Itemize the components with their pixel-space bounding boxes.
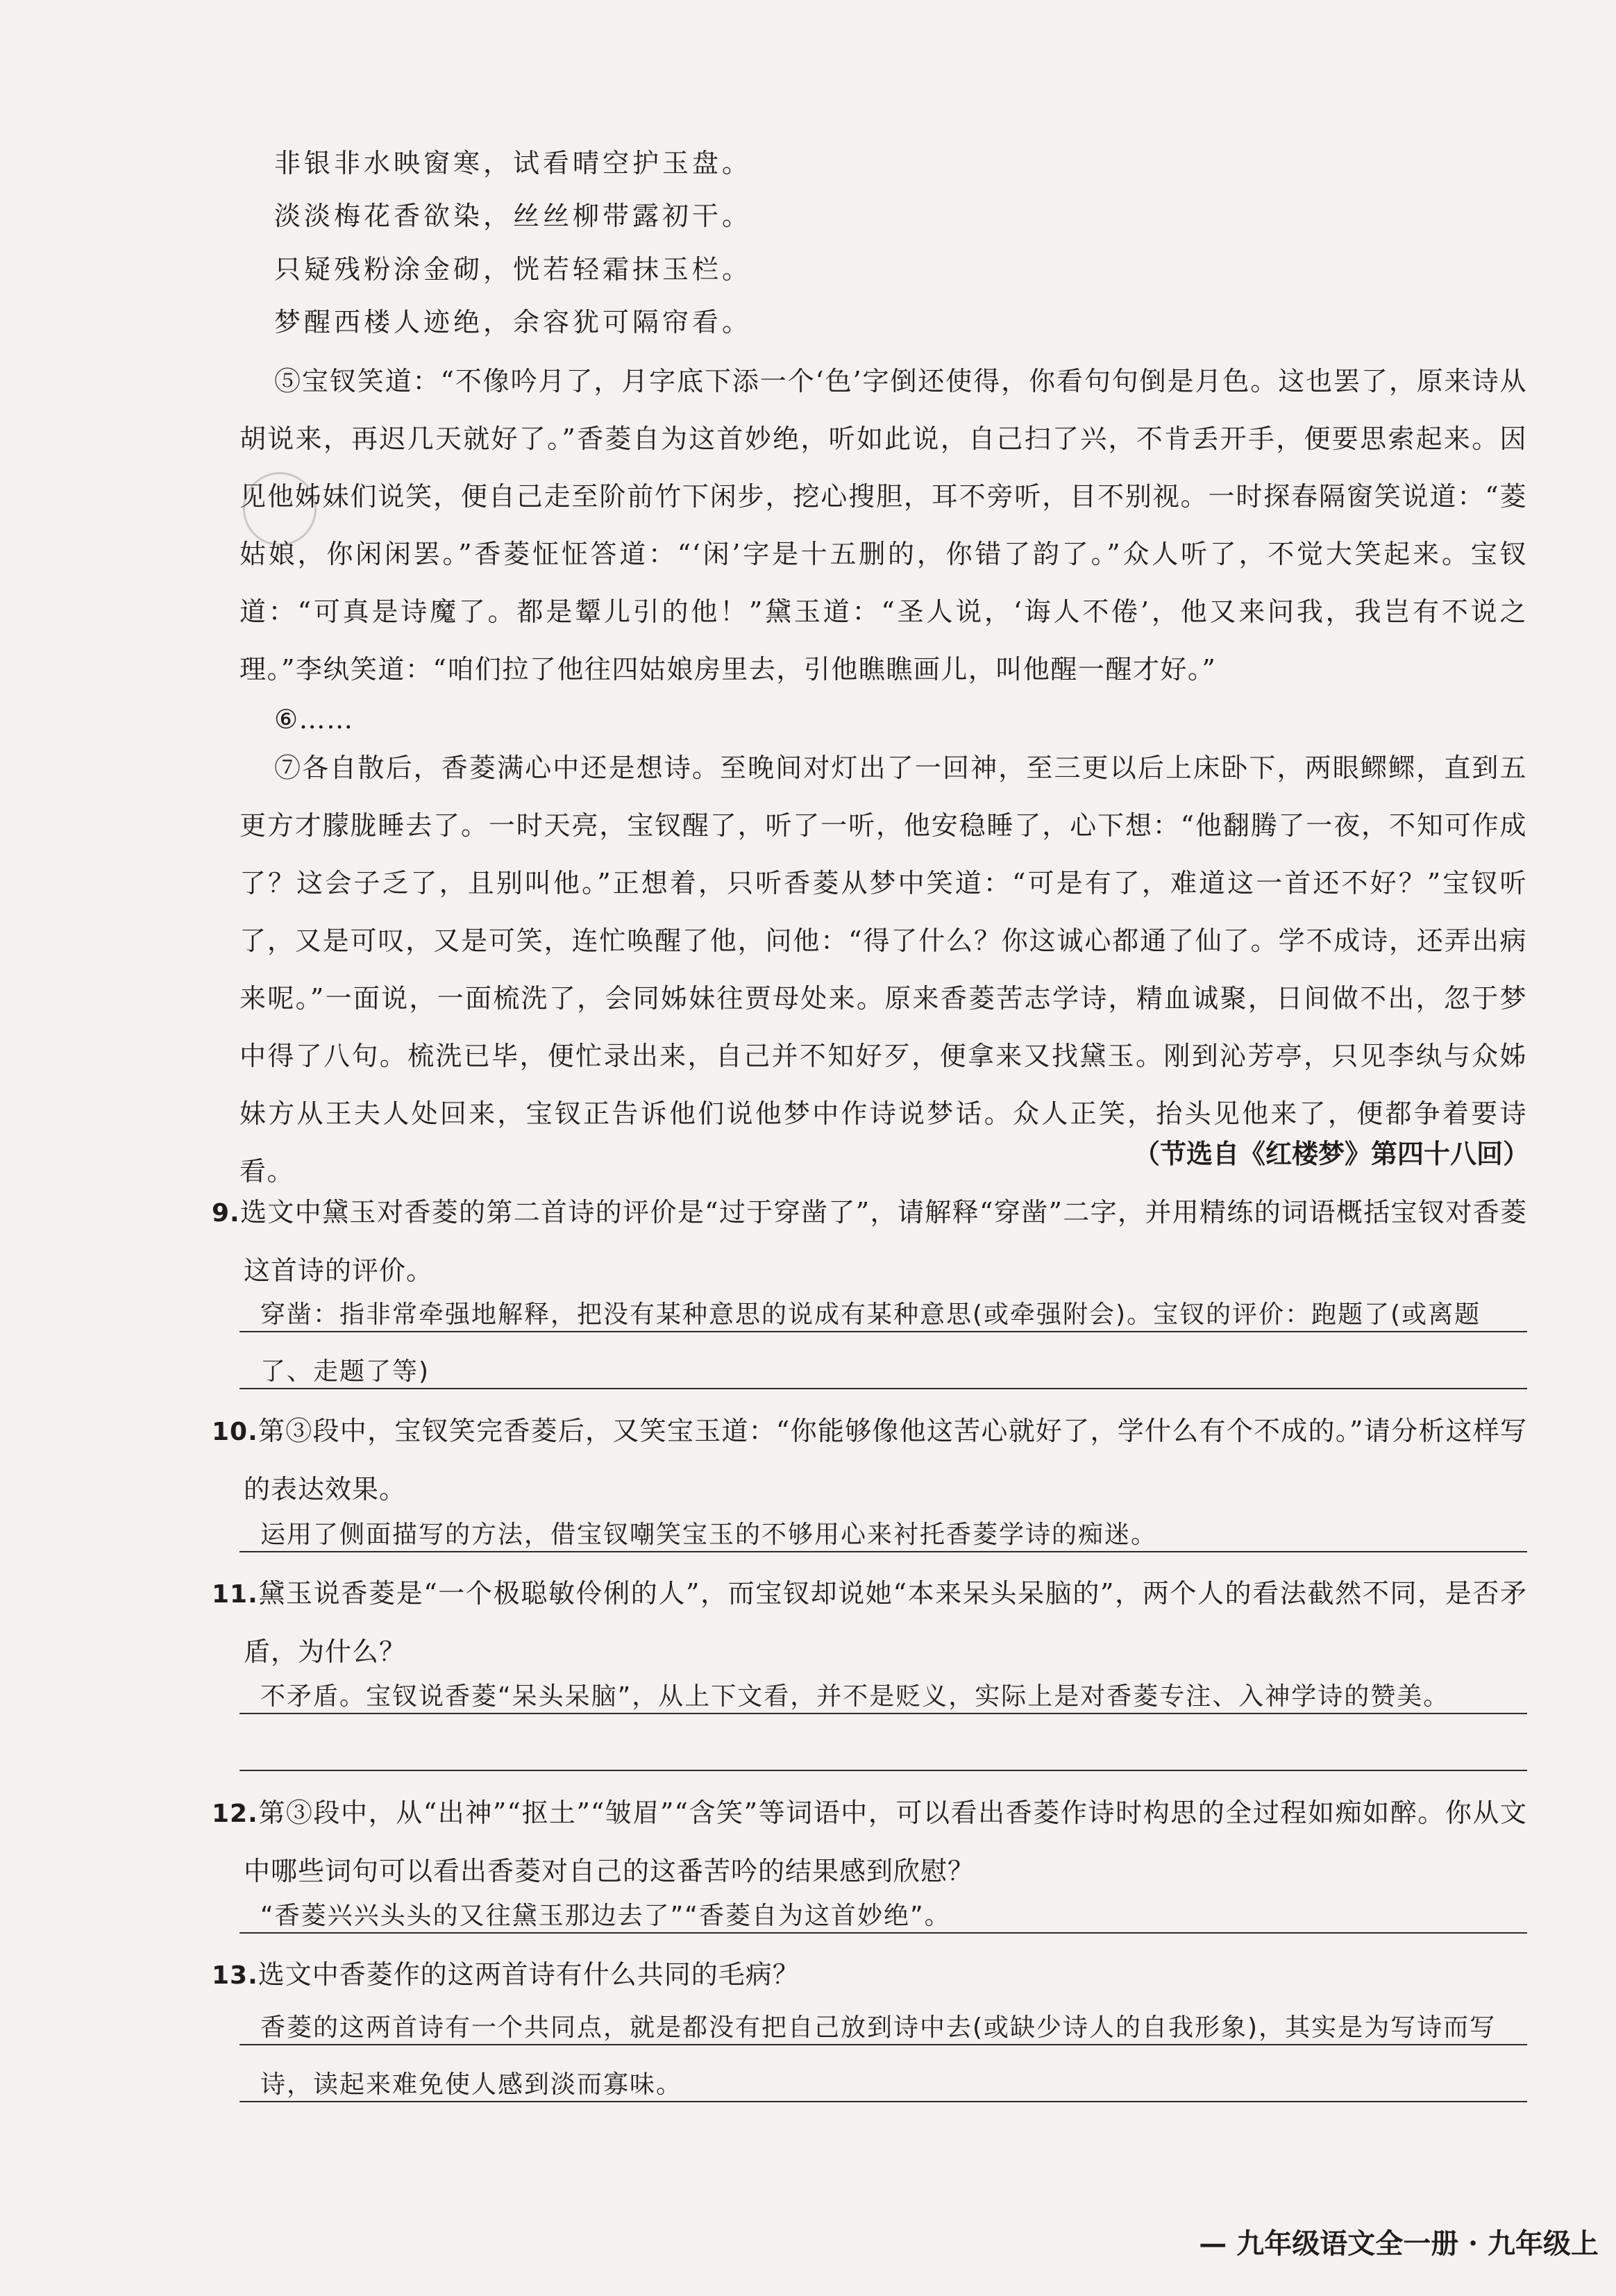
question-number: 11. — [212, 1580, 258, 1609]
answer-9: 穿凿：指非常牵强地解释，把没有某种意思的说成有某种意思(或牵强附会)。宝钗的评价：跑题了(或离题了、走题了等) — [260, 1300, 1481, 1386]
question-text: 选文中香菱作的这两首诗有什么共同的毛病？ — [258, 1959, 800, 1990]
question-text: 黛玉说香菱是“一个极聪敏伶俐的人”，而宝钗却说她“本来呆头呆脑的”，两个人的看法截然不同，是否矛盾，为什么？ — [244, 1578, 1527, 1667]
question-12 — [212, 1784, 1527, 1900]
question-number: 12. — [212, 1800, 258, 1828]
question-text: 第③段中，宝钗笑完香菱后，又笑宝玉道：“你能够像他这苦心就好了，学什么有个不成的。”请分析这样写的表达效果。 — [244, 1416, 1527, 1505]
question-number: 13. — [212, 1961, 258, 1990]
answer-line — [239, 1932, 1527, 1934]
answer-line — [239, 2044, 1527, 2045]
poem-line-4: 梦醒西楼人迹绝，余容犹可隔帘看。 — [274, 307, 752, 337]
answer-12: “香菱兴兴头头的又往黛玉那边去了”“香菱自为这首妙绝”。 — [260, 1902, 951, 1930]
question-9 — [212, 1184, 1527, 1299]
source-citation: （节选自《红楼梦》第四十八回） — [1133, 1138, 1529, 1169]
answer-line — [239, 1713, 1527, 1714]
paragraph-5: ⑤宝钗笑道：“不像吟月了，月字底下添一个‘色’字倒还使得，你看句句倒是月色。这也罢了，原来诗从胡说来，再迟几天就好了。”香菱自为这首妙绝，听如此说，自己扫了兴，不肯丢开手，便要思索起来。因见他姊妹们说笑，便自己走至阶前竹下闲步，挖心搜胆，耳不旁听，目不别视。一时探春隔窗笑说道：“菱姑娘，你闲闲罢。”香菱怔怔答道：“‘闲’字是十五删的，你错了韵了。”众人听了，不觉大笑起来。宝钗道：“可真是诗魔了。都是颦儿引的他！”黛玉道：“圣人说，‘诲人不倦’，他又来问我，我岂有不说之理。”李纨笑道：“咱们拉了他往四姑娘房里去，引他瞧瞧画儿，叫他醒一醒才好。” — [239, 366, 1527, 685]
question-13 — [212, 1946, 1527, 2004]
answer-11: 不矛盾。宝钗说香菱“呆头呆脑”，从上下文看，并不是贬义，实际上是对香菱专注、入神学诗的赞美。 — [260, 1682, 1450, 1711]
paragraph-7: ⑦各自散后，香菱满心中还是想诗。至晚间对灯出了一回神，至三更以后上床卧下，两眼鳏鳏，直到五更方才朦胧睡去了。一时天亮，宝钗醒了，听了一听，他安稳睡了，心下想：“他翻腾了一夜，不知可作成了？这会子乏了，且别叫他。”正想着，只听香菱从梦中笑道：“可是有了，难道这一首还不好？”宝钗听了，又是可叹，又是可笑，连忙唤醒了他，问他：“得了什么？你这诚心都通了仙了。学不成诗，还弄出病来呢。”一面说，一面梳洗了，会同姊妹往贾母处来。原来香菱苦志学诗，精血诚聚，日间做不出，忽于梦中得了八句。梳洗已毕，便忙录出来，自己并不知好歹，便拿来又找黛玉。刚到沁芳亭，只见李纨与众姊妹方从王夫人处回来，宝钗正告诉他们说他梦中作诗说梦话。众人正笑，抬头见他来了，便都争着要诗看。 — [239, 753, 1527, 1187]
question-number: 9. — [212, 1199, 240, 1227]
question-10 — [212, 1402, 1527, 1518]
answer-13: 香菱的这两首诗有一个共同点，就是都没有把自己放到诗中去(或缺少诗人的自我形象)，其实是为写诗而写诗，读起来难免使人感到淡而寡味。 — [260, 2013, 1497, 2099]
answer-line — [239, 1770, 1527, 1771]
answer-line — [239, 2101, 1527, 2102]
answer-line — [239, 1331, 1527, 1332]
question-text: 选文中黛玉对香菱的第二首诗的评价是“过于穿凿了”，请解释“穿凿”二字，并用精练的词语概括宝钗对香菱这首诗的评价。 — [239, 1197, 1527, 1286]
question-text: 第③段中，从“出神”“抠土”“皱眉”“含笑”等词语中，可以看出香菱作诗时构思的全过程如痴如醉。你从文中哪些词句可以看出香菱对自己的这番苦吟的结果感到欣慰？ — [244, 1798, 1527, 1886]
page-footer: — 九年级语文全一册 · 九年级上 — [1199, 2227, 1599, 2260]
question-number: 10. — [212, 1418, 258, 1446]
answer-10: 运用了侧面描写的方法，借宝钗嘲笑宝玉的不够用心来衬托香菱学诗的痴迷。 — [260, 1520, 1158, 1549]
poem-line-2: 淡淡梅花香欲染，丝丝柳带露初干。 — [274, 201, 752, 231]
paragraph-6: ⑥…… — [274, 704, 354, 735]
answer-line — [239, 1551, 1527, 1552]
poem-line-1: 非银非水映窗寒，试看晴空护玉盘。 — [274, 148, 752, 178]
poem-line-3: 只疑残粉涂金砌，恍若轻霜抹玉栏。 — [274, 254, 752, 285]
question-11 — [212, 1565, 1527, 1680]
answer-line — [239, 1388, 1527, 1389]
